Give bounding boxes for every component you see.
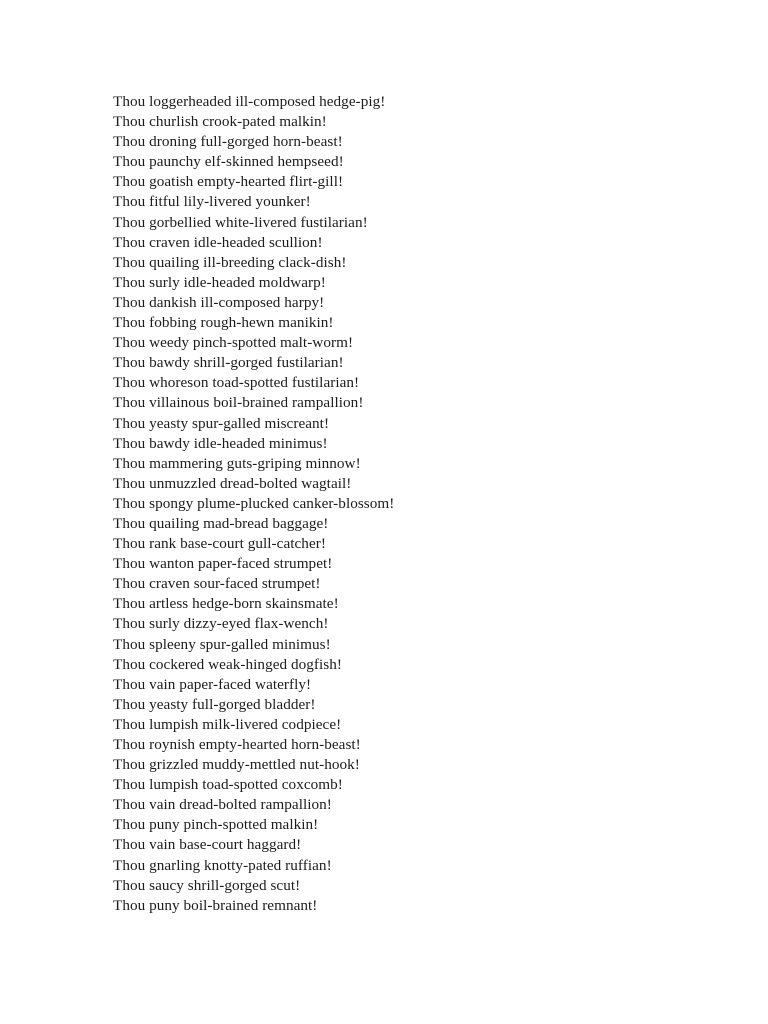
text-line: Thou bawdy shrill-gorged fustilarian!	[113, 354, 344, 372]
text-line: Thou vain paper-faced waterfly!	[113, 675, 312, 693]
text-line: Thou lumpish milk-livered codpiece!	[113, 715, 342, 733]
text-line: Thou artless hedge-born skainsmate!	[113, 595, 339, 613]
text-line: Thou gnarling knotty-pated ruffian!	[113, 856, 332, 874]
text-line: Thou goatish empty-hearted flirt-gill!	[113, 173, 344, 191]
text-line: Thou quailing ill-breeding clack-dish!	[113, 253, 347, 271]
text-line: Thou puny pinch-spotted malkin!	[113, 816, 319, 834]
text-line: Thou villainous boil-brained rampallion!	[113, 394, 364, 412]
text-line: Thou dankish ill-composed harpy!	[113, 293, 325, 311]
text-line: Thou bawdy idle-headed minimus!	[113, 434, 328, 452]
text-line: Thou quailing mad-bread baggage!	[113, 514, 329, 532]
text-line: Thou unmuzzled dread-bolted wagtail!	[113, 474, 352, 492]
text-line: Thou surly dizzy-eyed flax-wench!	[113, 615, 329, 633]
text-line: Thou vain base-court haggard!	[113, 836, 302, 854]
text-line: Thou cockered weak-hinged dogfish!	[113, 655, 343, 673]
text-line: Thou rank base-court gull-catcher!	[113, 535, 326, 553]
text-line: Thou fobbing rough-hewn manikin!	[113, 314, 334, 332]
text-line: Thou surly idle-headed moldwarp!	[113, 273, 326, 291]
text-line: Thou weedy pinch-spotted malt-worm!	[113, 334, 354, 352]
text-line: Thou fitful lily-livered younker!	[113, 193, 311, 211]
text-line: Thou roynish empty-hearted horn-beast!	[113, 736, 361, 753]
text-line: Thou loggerheaded ill-composed hedge-pig!	[113, 93, 386, 110]
text-line: Thou whoreson toad-spotted fustilarian!	[113, 374, 360, 392]
text-line: Thou craven sour-faced strumpet!	[113, 575, 321, 593]
text-line: Thou yeasty spur-galled miscreant!	[113, 414, 330, 432]
text-line: Thou mammering guts-griping minnow!	[113, 454, 361, 472]
text-line: Thou gorbellied white-livered fustilarian!	[113, 213, 368, 231]
text-line: Thou paunchy elf-skinned hempseed!	[113, 153, 344, 171]
text-line: Thou spleeny spur-galled minimus!	[113, 635, 331, 653]
text-line: Thou saucy shrill-gorged scut!	[113, 876, 301, 894]
text-line: Thou vain dread-bolted rampallion!	[113, 796, 332, 814]
text-line: Thou wanton paper-faced strumpet!	[113, 555, 333, 573]
insult-list	[113, 92, 394, 916]
text-line: Thou lumpish toad-spotted coxcomb!	[113, 776, 343, 794]
text-line: Thou spongy plume-plucked canker-blossom!	[113, 494, 395, 512]
text-line: Thou yeasty full-gorged bladder!	[113, 695, 316, 713]
text-line: Thou craven idle-headed scullion!	[113, 233, 323, 251]
text-line: Thou puny boil-brained remnant!	[113, 896, 318, 914]
text-line: Thou grizzled muddy-mettled nut-hook!	[113, 756, 360, 774]
text-line: Thou droning full-gorged horn-beast!	[113, 133, 343, 151]
text-line: Thou churlish crook-pated malkin!	[113, 113, 327, 131]
